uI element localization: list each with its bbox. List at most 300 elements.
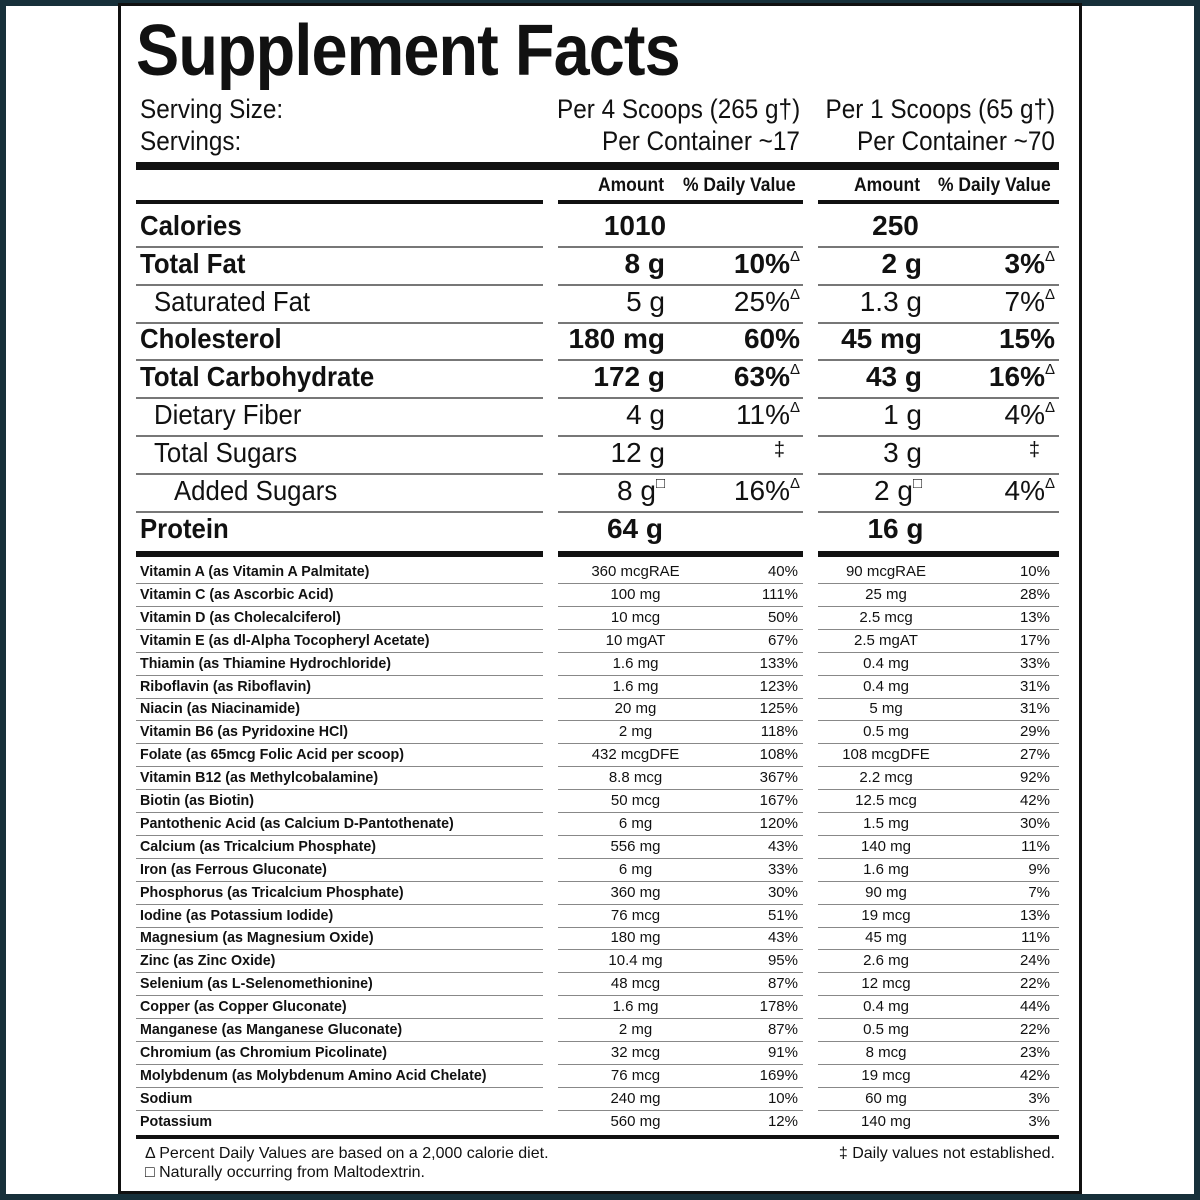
col2-amount bbox=[806, 723, 966, 740]
nutrient-row bbox=[0, 513, 1200, 549]
col1-daily-value bbox=[768, 1044, 798, 1061]
row-divider bbox=[818, 743, 1059, 744]
col2-amount bbox=[882, 248, 922, 280]
vitamin-name bbox=[140, 975, 373, 992]
cell-text: Zinc (as Zinc Oxide) bbox=[140, 952, 276, 969]
cell-text: ‡ bbox=[773, 439, 785, 461]
col1-servings-per-container: Per Container ~17 bbox=[602, 126, 800, 156]
cell-text: 32 mcg bbox=[610, 1044, 661, 1061]
cell-text: Cholesterol bbox=[140, 323, 282, 354]
col2-amount bbox=[866, 361, 922, 393]
cell-text: 2 g bbox=[874, 475, 913, 506]
servings-label: Servings: bbox=[140, 126, 242, 156]
cell-text: Manganese (as Manganese Gluconate) bbox=[140, 1021, 403, 1038]
nutrient-name bbox=[140, 513, 229, 545]
row-divider bbox=[818, 789, 1059, 790]
row-divider bbox=[136, 881, 543, 882]
vitamin-row bbox=[0, 769, 1200, 789]
row-divider bbox=[818, 1041, 1059, 1042]
col1-amount-header: Amount bbox=[598, 175, 665, 196]
row-divider bbox=[558, 881, 803, 882]
cell-text: 4 g bbox=[626, 399, 665, 430]
cell-text: 432 mcgDFE bbox=[591, 746, 680, 763]
cell-text: 42% bbox=[1019, 1067, 1050, 1084]
col1-daily-value bbox=[760, 998, 798, 1015]
thick-divider bbox=[136, 162, 1059, 170]
cell-text: 6 mg bbox=[618, 815, 653, 832]
vitamin-row bbox=[0, 929, 1200, 949]
row-divider bbox=[136, 1087, 543, 1088]
cell-text: 108% bbox=[759, 746, 798, 763]
row-divider bbox=[818, 1087, 1059, 1088]
col1-amount bbox=[548, 884, 723, 901]
col1-amount bbox=[548, 1044, 723, 1061]
vitamin-row bbox=[0, 1021, 1200, 1041]
cell-text: 7% bbox=[1028, 884, 1050, 901]
vitamin-row bbox=[0, 838, 1200, 858]
nutrient-name bbox=[154, 399, 301, 431]
vitamin-row bbox=[0, 678, 1200, 698]
cell-text: 22% bbox=[1019, 975, 1050, 992]
cell-text: 0.5 mg bbox=[863, 723, 909, 740]
cell-text: Iron (as Ferrous Gluconate) bbox=[140, 861, 327, 878]
cell-text: 45 mg bbox=[865, 929, 907, 946]
col1-daily-value bbox=[760, 769, 798, 786]
header-rule-col2 bbox=[818, 200, 1059, 204]
col2-daily-value bbox=[1020, 769, 1050, 786]
row-divider bbox=[136, 949, 543, 950]
cell-text: 3% bbox=[1028, 1090, 1050, 1107]
vitamin-name bbox=[140, 861, 327, 878]
row-divider bbox=[558, 1110, 803, 1111]
cell-text: 16 g bbox=[867, 513, 924, 544]
row-divider bbox=[136, 835, 543, 836]
col1-daily-value bbox=[760, 815, 798, 832]
cell-text: Vitamin B12 (as Methylcobalamine) bbox=[140, 769, 379, 786]
cell-text: 50% bbox=[767, 609, 798, 626]
col2-dv-header: % Daily Value bbox=[938, 175, 1051, 196]
cell-text: 1.6 mg bbox=[863, 861, 909, 878]
cell-text: 125% bbox=[759, 700, 798, 717]
cell-text: 10 mcg bbox=[610, 609, 661, 626]
row-divider bbox=[136, 720, 543, 721]
footnote-maltodextrin: □ Naturally occurring from Maltodextrin. bbox=[145, 1164, 425, 1181]
vitamin-name bbox=[140, 815, 454, 832]
cell-text: 10% bbox=[1019, 563, 1050, 580]
col2-amount bbox=[806, 563, 966, 580]
vitamin-name bbox=[140, 998, 347, 1015]
row-divider bbox=[818, 629, 1059, 630]
cell-text: 10% bbox=[733, 248, 790, 279]
cell-text: 90 mg bbox=[865, 884, 907, 901]
nutrient-name bbox=[174, 475, 337, 507]
row-divider bbox=[558, 858, 803, 859]
cell-text: Sodium bbox=[140, 1090, 193, 1107]
cell-text: 556 mg bbox=[610, 838, 661, 855]
nutrient-row bbox=[0, 475, 1200, 511]
col1-daily-value bbox=[760, 700, 798, 717]
cell-text: 30% bbox=[767, 884, 798, 901]
cell-text: 16% bbox=[733, 475, 790, 506]
row-divider bbox=[136, 583, 543, 584]
row-divider bbox=[558, 1064, 803, 1065]
cell-text: 87% bbox=[767, 975, 798, 992]
cell-text: 91% bbox=[767, 1044, 798, 1061]
footnote-marker: Δ bbox=[1044, 475, 1055, 492]
row-divider bbox=[818, 1018, 1059, 1019]
col2-amount bbox=[818, 210, 973, 242]
col1-daily-value bbox=[768, 632, 798, 649]
col1-amount bbox=[548, 952, 723, 969]
vitamin-name bbox=[140, 563, 369, 580]
cell-text: 8 g bbox=[624, 248, 665, 279]
col2-daily-value bbox=[1020, 723, 1050, 740]
row-divider bbox=[818, 904, 1059, 905]
cell-text: 60 mg bbox=[865, 1090, 907, 1107]
vitamin-row bbox=[0, 563, 1200, 583]
cell-text: Total Sugars bbox=[154, 437, 298, 468]
col1-amount bbox=[548, 815, 723, 832]
vitamin-name bbox=[140, 907, 333, 924]
vitamin-row bbox=[0, 884, 1200, 904]
cell-text: Iodine (as Potassium Iodide) bbox=[140, 907, 334, 924]
col1-amount bbox=[548, 769, 723, 786]
col2-daily-value bbox=[1020, 1044, 1050, 1061]
col1-serving-size: Per 4 Scoops (265 g†) bbox=[556, 94, 800, 124]
nutrient-row bbox=[0, 437, 1200, 473]
row-divider bbox=[558, 927, 803, 928]
row-divider bbox=[818, 583, 1059, 584]
cell-text: 43 g bbox=[865, 361, 922, 392]
col1-daily-value bbox=[744, 323, 800, 355]
col1-daily-value bbox=[768, 1113, 798, 1130]
cell-text: Added Sugars bbox=[174, 475, 338, 506]
cell-text: 67% bbox=[767, 632, 798, 649]
col1-daily-value bbox=[768, 952, 798, 969]
col2-daily-value bbox=[1005, 286, 1056, 318]
cell-text: 33% bbox=[1019, 655, 1050, 672]
col2-amount bbox=[806, 678, 966, 695]
col1-daily-value bbox=[762, 586, 798, 603]
cell-text: 12% bbox=[767, 1113, 798, 1130]
vitamin-name bbox=[140, 792, 254, 809]
vitamin-row bbox=[0, 1067, 1200, 1087]
cell-text: 1.6 mg bbox=[612, 655, 659, 672]
col1-daily-value bbox=[768, 884, 798, 901]
row-divider bbox=[136, 858, 543, 859]
col1-amount bbox=[611, 437, 666, 469]
col1-daily-value bbox=[768, 907, 798, 924]
vitamin-name bbox=[140, 700, 300, 717]
mid-rule-names bbox=[136, 551, 543, 557]
col1-daily-value bbox=[768, 1090, 798, 1107]
col2-daily-value bbox=[989, 361, 1055, 393]
row-divider bbox=[136, 1041, 543, 1042]
footnote-marker: Δ bbox=[789, 286, 800, 303]
col1-amount bbox=[548, 907, 723, 924]
col2-daily-value bbox=[1020, 1067, 1050, 1084]
cell-text: 100 mg bbox=[610, 586, 661, 603]
cell-text: 360 mcgRAE bbox=[591, 563, 680, 580]
row-divider bbox=[558, 766, 803, 767]
cell-text: 3% bbox=[1028, 1113, 1050, 1130]
cell-text: 169% bbox=[759, 1067, 798, 1084]
cell-text: 250 bbox=[872, 210, 919, 241]
col1-amount bbox=[548, 655, 723, 672]
col1-amount bbox=[626, 286, 665, 318]
row-divider bbox=[136, 1018, 543, 1019]
cell-text: 4% bbox=[1004, 475, 1045, 506]
row-divider bbox=[818, 652, 1059, 653]
nutrient-row bbox=[0, 361, 1200, 397]
col2-daily-value bbox=[1029, 439, 1040, 462]
serving-size-label: Serving Size: bbox=[140, 94, 284, 124]
cell-text: 3% bbox=[1004, 248, 1045, 279]
col2-amount bbox=[883, 399, 922, 431]
vitamin-name bbox=[140, 609, 341, 626]
cell-text: 50 mcg bbox=[610, 792, 661, 809]
col1-amount bbox=[548, 700, 723, 717]
cell-text: 33% bbox=[767, 861, 798, 878]
cell-text: 2.5 mgAT bbox=[854, 632, 918, 649]
cell-text: 12.5 mcg bbox=[855, 792, 917, 809]
cell-text: 48 mcg bbox=[610, 975, 661, 992]
footnote-marker: Δ bbox=[789, 475, 800, 492]
nutrient-name bbox=[154, 286, 310, 318]
footnote-marker: Δ bbox=[789, 399, 800, 416]
cell-text: 11% bbox=[1021, 929, 1050, 946]
row-divider bbox=[558, 949, 803, 950]
col2-amount bbox=[806, 655, 966, 672]
header-rule-names bbox=[136, 200, 543, 204]
cell-text: 120% bbox=[759, 815, 798, 832]
cell-text: Calories bbox=[140, 210, 242, 241]
vitamin-row bbox=[0, 609, 1200, 629]
vitamin-name bbox=[140, 723, 348, 740]
col2-amount bbox=[806, 1044, 966, 1061]
cell-text: 42% bbox=[1019, 792, 1050, 809]
cell-text: Riboflavin (as Riboflavin) bbox=[140, 678, 312, 695]
row-divider bbox=[558, 835, 803, 836]
row-divider bbox=[558, 606, 803, 607]
col2-daily-value bbox=[1020, 586, 1050, 603]
cell-text: 2 g bbox=[881, 248, 922, 279]
footnote-marker: Δ bbox=[1044, 248, 1055, 265]
row-divider bbox=[558, 1018, 803, 1019]
cell-text: 118% bbox=[760, 723, 798, 740]
bottom-rule bbox=[136, 1135, 1059, 1139]
vitamin-name bbox=[140, 929, 374, 946]
cell-text: Vitamin C (as Ascorbic Acid) bbox=[140, 586, 334, 603]
col2-amount bbox=[806, 700, 966, 717]
row-divider bbox=[558, 904, 803, 905]
vitamin-row bbox=[0, 723, 1200, 743]
vitamin-row bbox=[0, 1044, 1200, 1064]
cell-text: Molybdenum (as Molybdenum Amino Acid Chelate) bbox=[140, 1067, 487, 1084]
col2-daily-value bbox=[1020, 815, 1050, 832]
col2-daily-value bbox=[1020, 609, 1050, 626]
cell-text: Magnesium (as Magnesium Oxide) bbox=[140, 929, 374, 946]
row-divider bbox=[558, 1041, 803, 1042]
row-divider bbox=[558, 698, 803, 699]
col1-daily-value bbox=[768, 609, 798, 626]
cell-text: 167% bbox=[759, 792, 798, 809]
col2-amount bbox=[806, 769, 966, 786]
cell-text: Copper (as Copper Gluconate) bbox=[140, 998, 347, 1015]
col2-amount bbox=[806, 907, 966, 924]
col2-daily-value bbox=[1028, 1090, 1050, 1107]
row-divider bbox=[818, 675, 1059, 676]
nutrient-row bbox=[0, 286, 1200, 322]
row-divider bbox=[818, 606, 1059, 607]
row-divider bbox=[136, 766, 543, 767]
cell-text: 1.6 mg bbox=[612, 998, 659, 1015]
cell-text: 2.2 mcg bbox=[859, 769, 913, 786]
col2-amount bbox=[806, 838, 966, 855]
col2-amount bbox=[806, 998, 966, 1015]
col1-amount bbox=[548, 678, 723, 695]
cell-text: 30% bbox=[1019, 815, 1050, 832]
footnote-marker: Δ bbox=[1044, 286, 1055, 303]
col2-amount bbox=[874, 475, 922, 507]
col2-daily-value bbox=[1020, 746, 1050, 763]
row-divider bbox=[558, 812, 803, 813]
cell-text: 10% bbox=[767, 1090, 798, 1107]
vitamin-row bbox=[0, 700, 1200, 720]
row-divider bbox=[558, 743, 803, 744]
row-divider bbox=[818, 698, 1059, 699]
cell-text: 22% bbox=[1019, 1021, 1050, 1038]
row-divider bbox=[136, 743, 543, 744]
row-divider bbox=[558, 720, 803, 721]
col2-daily-value bbox=[1020, 678, 1050, 695]
cell-text: 240 mg bbox=[610, 1090, 661, 1107]
vitamin-name bbox=[140, 1044, 387, 1061]
footnote-marker: □ bbox=[655, 475, 665, 492]
col1-daily-value bbox=[768, 1021, 798, 1038]
cell-text: 2 mg bbox=[618, 723, 653, 740]
col2-amount bbox=[806, 1021, 966, 1038]
vitamin-name bbox=[140, 1090, 192, 1107]
col2-daily-value bbox=[1028, 861, 1050, 878]
col2-daily-value bbox=[1021, 838, 1050, 855]
vitamin-row bbox=[0, 815, 1200, 835]
vitamin-row bbox=[0, 792, 1200, 812]
cell-text: Chromium (as Chromium Picolinate) bbox=[140, 1044, 388, 1061]
col1-amount bbox=[560, 210, 710, 242]
cell-text: 178% bbox=[759, 998, 798, 1015]
col2-daily-value bbox=[1028, 1113, 1050, 1130]
footnote-marker: Δ bbox=[1044, 399, 1055, 416]
col1-daily-value bbox=[774, 439, 785, 462]
cell-text: 133% bbox=[759, 655, 798, 672]
row-divider bbox=[558, 1087, 803, 1088]
vitamin-row bbox=[0, 975, 1200, 995]
cell-text: 13% bbox=[1019, 609, 1050, 626]
cell-text: 63% bbox=[733, 361, 790, 392]
col2-daily-value bbox=[1020, 907, 1050, 924]
col1-amount bbox=[548, 1113, 723, 1130]
cell-text: 92% bbox=[1019, 769, 1050, 786]
footnote-marker: Δ bbox=[1044, 361, 1055, 378]
col1-daily-value bbox=[760, 655, 798, 672]
cell-text: 8 mcg bbox=[865, 1044, 907, 1061]
vitamin-name bbox=[140, 678, 311, 695]
cell-text: 5 mg bbox=[869, 700, 903, 717]
col1-amount bbox=[548, 1021, 723, 1038]
nutrient-row bbox=[0, 323, 1200, 359]
col2-amount bbox=[806, 632, 966, 649]
cell-text: 29% bbox=[1019, 723, 1050, 740]
cell-text: 12 mcg bbox=[861, 975, 911, 992]
row-divider bbox=[558, 789, 803, 790]
nutrient-name bbox=[140, 248, 245, 280]
col2-servings-per-container: Per Container ~70 bbox=[857, 126, 1055, 156]
cell-text: 87% bbox=[767, 1021, 798, 1038]
cell-text: 31% bbox=[1019, 678, 1050, 695]
cell-text: 43% bbox=[767, 929, 798, 946]
cell-text: 111% bbox=[761, 586, 798, 603]
cell-text: 64 g bbox=[606, 513, 664, 544]
row-divider bbox=[136, 972, 543, 973]
col2-amount bbox=[806, 586, 966, 603]
cell-text: 180 mg bbox=[610, 929, 661, 946]
vitamin-name bbox=[140, 1067, 487, 1084]
cell-text: 2.5 mcg bbox=[859, 609, 913, 626]
cell-text: 11% bbox=[736, 399, 790, 430]
col2-daily-value bbox=[1020, 655, 1050, 672]
cell-text: 95% bbox=[767, 952, 798, 969]
cell-text: 0.4 mg bbox=[863, 678, 909, 695]
col1-amount bbox=[548, 975, 723, 992]
cell-text: 108 mcgDFE bbox=[842, 746, 930, 763]
cell-text: 60% bbox=[743, 323, 800, 354]
cell-text: Total Carbohydrate bbox=[140, 361, 375, 392]
cell-text: Dietary Fiber bbox=[154, 399, 302, 430]
row-divider bbox=[558, 995, 803, 996]
row-divider bbox=[136, 606, 543, 607]
row-divider bbox=[136, 675, 543, 676]
footnote-marker: □ bbox=[912, 475, 922, 492]
col1-amount bbox=[626, 399, 665, 431]
row-divider bbox=[136, 1110, 543, 1111]
vitamin-name bbox=[140, 655, 391, 672]
col2-amount bbox=[806, 861, 966, 878]
vitamin-row bbox=[0, 586, 1200, 606]
cell-text: Saturated Fat bbox=[154, 286, 311, 317]
col2-daily-value bbox=[1020, 952, 1050, 969]
col1-amount bbox=[548, 586, 723, 603]
cell-text: 24% bbox=[1019, 952, 1050, 969]
cell-text: Calcium (as Tricalcium Phosphate) bbox=[140, 838, 377, 855]
mid-rule-col2 bbox=[818, 551, 1059, 557]
cell-text: 1.5 mg bbox=[863, 815, 909, 832]
cell-text: 16% bbox=[988, 361, 1045, 392]
vitamin-row bbox=[0, 632, 1200, 652]
col2-daily-value bbox=[1005, 399, 1056, 431]
cell-text: Vitamin D (as Cholecalciferol) bbox=[140, 609, 341, 626]
row-divider bbox=[558, 629, 803, 630]
cell-text: 28% bbox=[1019, 586, 1050, 603]
cell-text: Niacin (as Niacinamide) bbox=[140, 700, 300, 717]
cell-text: 43% bbox=[767, 838, 798, 855]
cell-text: Vitamin A (as Vitamin A Palmitate) bbox=[140, 563, 370, 580]
row-divider bbox=[818, 766, 1059, 767]
col1-amount bbox=[625, 248, 665, 280]
cell-text: 8 g bbox=[617, 475, 656, 506]
cell-text: Thiamin (as Thiamine Hydrochloride) bbox=[140, 655, 392, 672]
row-divider bbox=[136, 1064, 543, 1065]
